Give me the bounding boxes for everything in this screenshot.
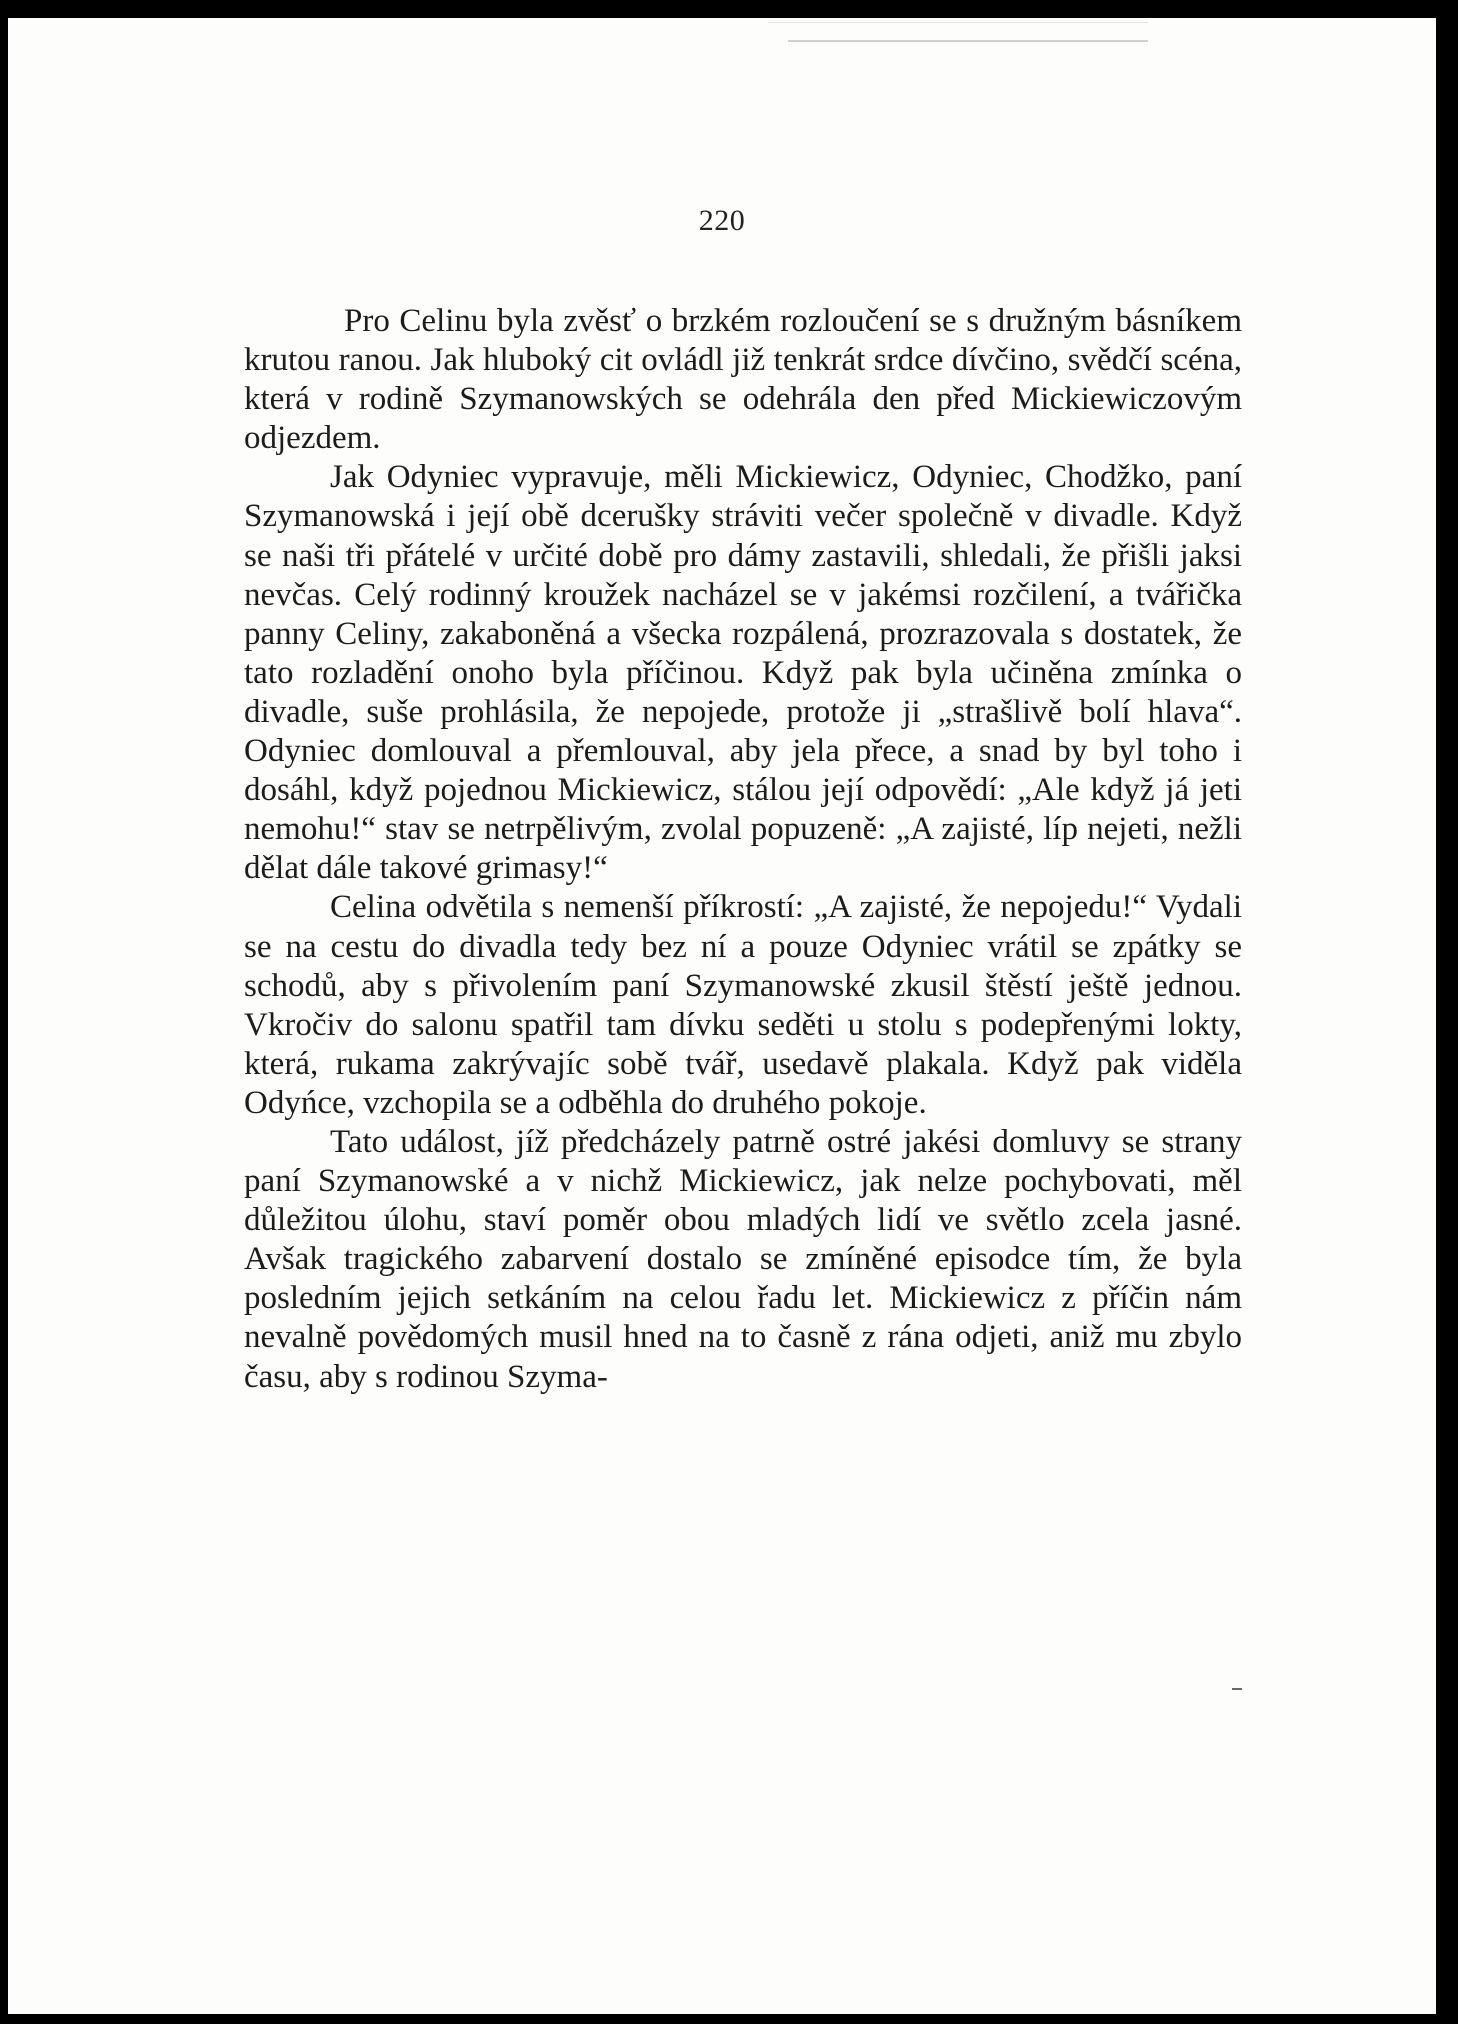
page-number: 220	[698, 204, 746, 237]
paragraph: Jak Odyniec vypravuje, měli Mickiewicz, Odyniec, Chodžko, paní Szymanowská i její obě dcerušky stráviti večer společně v divadle. Když se naši tři přátelé v určité době pro dámy zastavili, shledali, že přišli jaksi nevčas. Celý rodinný kroužek nacházel se v jakémsi rozčilení, a tvářička panny Celiny, zakaboněná a všecka rozpálená, prozrazovala s dostatek, že tato rozladění onoho byla příčinou. Když pak byla učiněna zmínka o divadle, suše prohlásila, že nepojede, protože ji „strašlivě bolí hlava“. Odyniec domlouval a přemlouval, aby jela přece, a snad by byl toho i dosáhl, když pojednou Mickiewicz, stálou její odpovědí: „Ale když já jeti nemohu!“ stav se netrpělivým, zvolal popuzeně: „A zajisté, líp nejeti, nežli dělat dále takové grimasy!“	[244, 459, 1242, 887]
body-text	[244, 302, 1242, 1397]
paragraph: Celina odvětila s nemenší příkrostí: „A zajisté, že nepojedu!“ Vydali se na cestu do divadla tedy bez ní a pouze Odyniec vrátil se zpátky se schodů, aby s přivolením paní Szymanowské zkusil štěstí ještě jednou. Vkročiv do salonu spatřil tam dívku seděti u stolu s podepřenými lokty, která, rukama zakrývajíc sobě tvář, usedavě plakala. Když pak viděla Odyńce, vzchopila se a odběhla do druhého pokoje.	[244, 889, 1242, 1121]
paragraph: Pro Celinu byla zvěsť o brzkém rozloučení se s družným básníkem krutou ranou. Jak hluboký cit ovládl již tenkrát srdce dívčino, svědčí scéna, která v rodině Szymanowských se odehrála den před Mickiewiczovým odjezdem.	[244, 303, 1242, 457]
paragraph: Tato událost, jíž předcházely patrně ostré jakési domluvy se strany paní Szymanowské a v nichž Mickiewicz, jak nelze pochybovati, měl důležitou úlohu, staví poměr obou mladých lidí ve světlo zcela jasné. Avšak tragického zabarvení dostalo se zmíněné episodce tím, že byla posledním jejich setkáním na celou řadu let. Mickiewicz z příčin nám nevalně povědomých musil hned na to časně z rána odjeti, aniž mu zbylo času, aby s rodinou Szyma-	[244, 1123, 1242, 1395]
page-edge-line	[768, 22, 1148, 23]
page-edge-shadow	[788, 40, 1148, 42]
book-page	[8, 18, 1436, 2014]
margin-mark	[1232, 1688, 1242, 1690]
